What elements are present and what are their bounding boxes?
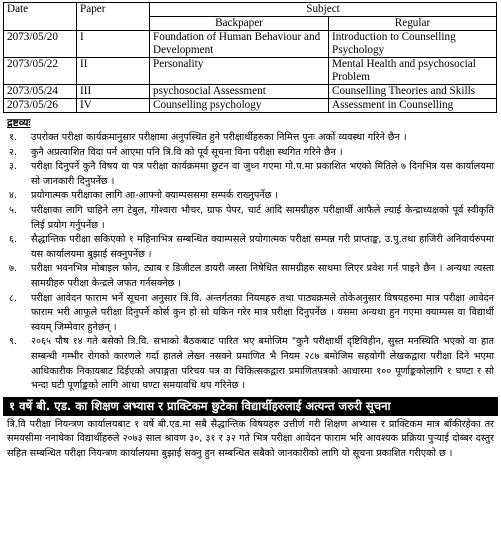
note-item xyxy=(7,160,494,189)
note-item xyxy=(7,146,494,161)
subject-header: Subject xyxy=(150,3,497,17)
note-text: २०६५ पौष १४ गते बसेको त्रि.वि. सभाको बैठकबाट पारित भए बमोजिम "कुनै परीक्षार्थी दृष्टिविहीन, सुस्त मनस्थिति भएको वा हात सम्बन्धी गम्भीर रोगको कारणले गर्दा हातले लेख्न नसक्ने प्रमाणित भै नियम २८७ बमोजिम सहयोगी लेखकद्वारा परीक्षा दिने भएमा आधिकारीक निकायबाट दिईएको अपाङ्गता परिचय पत्र वा चिकित्सकद्वारा प्रमाणितपत्रको आधारमा १०० पूर्णाङ्ककोलागि १ घण्टा र सो भन्दा घटी पूर्णाङ्कको लागि आधा घण्टा समयावधि थप गरिनेछ । xyxy=(31,336,494,392)
backpaper-header: Backpaper xyxy=(150,17,329,31)
regular-cell: Assessment in Counselling xyxy=(329,99,497,113)
paper-cell: I xyxy=(77,31,150,58)
note-number: ७. xyxy=(9,263,18,275)
note-text: प्रयोगात्मक परीक्षाका लागि आ-आफ्नो क्याम्पससमा सम्पर्क राख्नुपर्नेछ । xyxy=(31,190,279,202)
note-item xyxy=(7,189,494,204)
date-cell: 2073/05/24 xyxy=(4,85,77,99)
note-text: परीक्षाका लागि चाहिने लग टेबुल, गोश्वारा भौचर, ग्राफ पेपर, चार्ट आदि सामग्रीहरु परीक्षार्थी आफैले ल्याई केन्द्राध्यक्षको पूर्व स्वीकृति लिई प्रयोग गर्नुपर्नेछ । xyxy=(31,204,494,231)
paper-cell: IV xyxy=(77,99,150,113)
table-row xyxy=(4,99,497,113)
regular-cell: Counselling Theories and Skills xyxy=(329,85,497,99)
note-item xyxy=(7,204,494,233)
regular-header: Regular xyxy=(329,17,497,31)
note-text: सैद्धान्तिक परीक्षा सकिएको १ महिनाभित्र सम्बन्धित क्याम्पसले प्रयोगात्मक परीक्षा सम्पन्न गरी प्राप्ताङ्क, उ.पु.तथा हाजिरी अनिवार्यरुपमा यस कार्यालयमा बुझाई सक्नुपर्नेछ । xyxy=(31,234,494,260)
paper-header: Paper xyxy=(77,3,150,31)
backpaper-cell: Counselling psychology xyxy=(150,99,329,113)
note-item xyxy=(7,262,494,291)
note-number: ६. xyxy=(9,234,18,246)
backpaper-cell: psychosocial Assessment xyxy=(150,85,329,99)
note-number: ९. xyxy=(9,336,18,348)
table-row xyxy=(4,58,497,85)
note-text: परीक्षा आवेदन फाराम भर्ने सूचना अनुसार त्रि.वि. अन्तर्गतका नियमहरु तथा पाठ्यक्रमले तोकेअनुसार विषयहरुमा मात्र परीक्षा आवेदन फाराम भरी आफूले परीक्षा दिनुपर्ने कोर्स कुन हो सो यकिन गरेर मात्र परीक्षा दिनुपर्नेछ । यसमा अन्यथा हुन गएमा क्याम्पस वा विद्यार्थी स्वयम् जिम्मेवार हुनेछन् । xyxy=(31,292,494,333)
note-item xyxy=(7,131,494,146)
table-header-row xyxy=(4,3,497,17)
note-number: १. xyxy=(9,132,18,143)
note-item xyxy=(7,233,494,262)
note-text: कुनै अप्रत्याशित विदा पर्न आएमा पनि त्रि.वि को पूर्व सूचना विना परीक्षा स्थगित गरिने छैन । xyxy=(31,146,343,158)
regular-cell: Introduction to Counselling Psychology xyxy=(329,31,497,58)
date-header: Date xyxy=(4,3,77,31)
note-number: २. xyxy=(9,146,18,158)
notes-list xyxy=(3,131,498,394)
backpaper-cell: Foundation of Human Behaviour and Development xyxy=(150,31,329,58)
note-text: परीक्षा भवनभित्र मोबाइल फोन, ट्याब र डिजीटल डायरी जस्ता निषेधित सामग्रीहरु साथमा लिएर प्रवेश गर्न पाइने छैन । अन्यथा त्यस्ता सामग्रीहरु परीक्षा केन्द्रले जफत गर्नसक्नेछ । xyxy=(31,263,494,289)
regular-cell: Mental Health and psychosocial Problem xyxy=(329,58,497,85)
backpaper-cell: Personality xyxy=(150,58,329,85)
paper-cell: II xyxy=(77,58,150,85)
note-number: ३. xyxy=(9,161,18,173)
note-text: उपरोक्त परीक्षा कार्यक्रमानुसार परीक्षामा अनुपस्थित हुने परीक्षार्थीहरुका निमित्त पुनः अर्को व्यवस्था गरिने छैन । xyxy=(31,132,407,143)
date-cell: 2073/05/26 xyxy=(4,99,77,113)
paper-cell: III xyxy=(77,85,150,99)
notice-paragraph: त्रि.वि परीक्षा नियन्त्रण कार्यालयबाट १ वर्षे बी.एड.मा सबै सैद्धान्तिक विषयहरु उत्तीर्ण गरी शिक्षण अभ्यास र प्राक्टिकम मात्र बाँकीरहेका तर समयसीमा ननाघेका विद्यार्थीहरुले २०७३ साल श्रावण ३०, ३१ र ३२ गते भित्र परीक्षा आवेदन फाराम भरि आवश्यक प्रक्रिया पुऱ्याई दोब्बर दस्तुर सहित सम्बन्धित परीक्षा नियन्त्रण कार्यालयमा बुझाई सक्नु हुन सम्बन्धित सबैको जानकारीको लागि यो सूचना प्रकाशित गरीएको छ । xyxy=(7,418,494,459)
date-cell: 2073/05/22 xyxy=(4,58,77,85)
exam-schedule-table xyxy=(3,2,497,113)
note-number: ८. xyxy=(9,292,18,304)
note-item xyxy=(7,292,494,336)
note-number: ५. xyxy=(9,204,18,216)
table-row xyxy=(4,31,497,58)
date-cell: 2073/05/20 xyxy=(4,31,77,58)
note-text: परीक्षा दिनुपर्ने कुनै विषय वा पत्र परीक्षा कार्यक्रममा छुटन वा जुध्न गएमा गो.प.मा प्रकाशित भएको मितिले ७ दिनभित्र यस कार्यालयमा सो जानकारी दिनुपर्नेछ । xyxy=(31,161,495,187)
note-item xyxy=(7,335,494,393)
note-number: ४. xyxy=(9,190,18,202)
urgent-notice-banner: १ वर्षे बी. एड. का शिक्षण अभ्यास र प्राक्टिकम छुटेका विद्यार्थीहरुलाई अत्यन्त जरुरी सूचना xyxy=(3,397,498,416)
notes-title: द्रष्टव्यः xyxy=(7,117,31,129)
table-row xyxy=(4,85,497,99)
